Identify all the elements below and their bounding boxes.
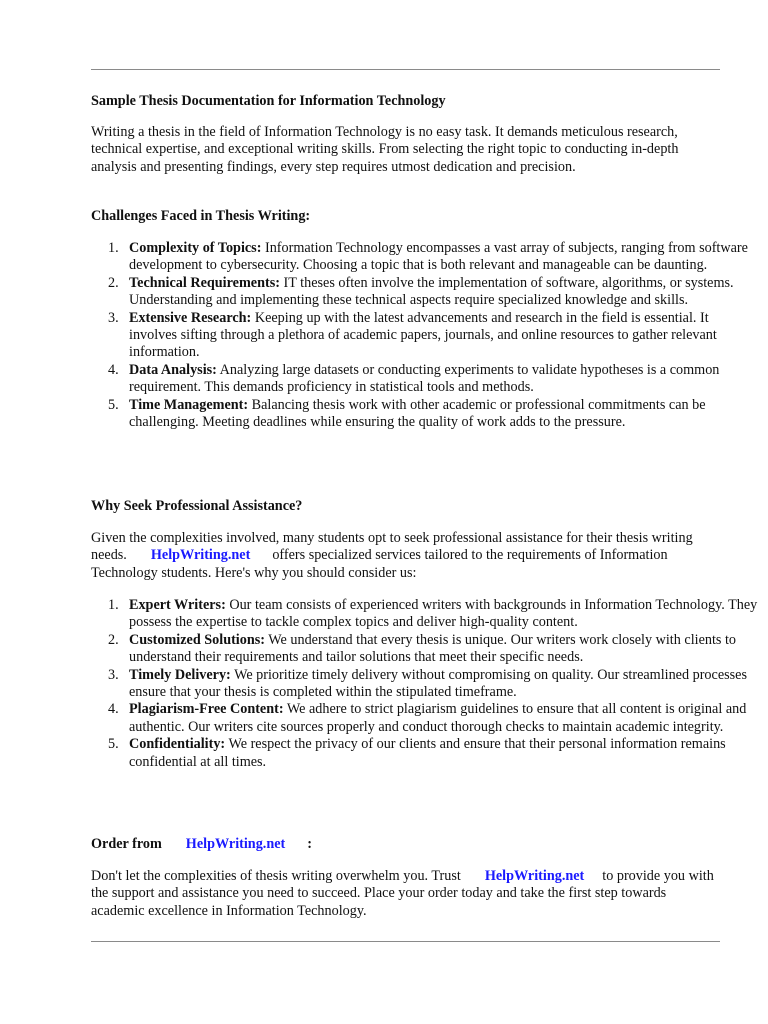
order-paragraph-link[interactable]: HelpWriting.net <box>484 868 585 884</box>
list-number: 3. <box>108 309 119 326</box>
list-item <box>108 396 759 432</box>
list-item-text: We adhere to strict plagiarism guidelines to ensure that all content is original and authentic. Our writers cite sources properly and conduct thorough checks to maintain academic integrity. <box>129 701 747 735</box>
list-item-text: We prioritize timely delivery without compromising on quality. Our streamlined processes ensure that your thesis is completed within the stipulated timeframe. <box>129 666 747 701</box>
order-heading-suffix: : <box>307 836 312 852</box>
list-item <box>108 361 759 397</box>
list-number: 5. <box>108 396 119 413</box>
order-heading <box>91 836 312 853</box>
list-item-label: Technical Requirements: <box>129 274 280 291</box>
list-number: 3. <box>108 666 119 683</box>
list-item-label: Plagiarism-Free Content: <box>129 701 284 718</box>
order-text-before: Don't let the complexities of thesis writing overwhelm you. Trust <box>91 868 461 884</box>
list-item-text: Our team consists of experienced writers with backgrounds in Information Technology. They possess the expertise to tackle complex topics and deliver high-quality content. <box>129 597 758 631</box>
list-item-text: Balancing thesis work with other academic or professional commitments can be challenging. Meeting deadlines while ensuring the quality of work adds to the pressure. <box>129 396 706 431</box>
list-number: 4. <box>108 361 119 378</box>
list-item <box>108 666 759 702</box>
list-item <box>108 701 759 736</box>
list-number: 5. <box>108 736 119 753</box>
order-heading-prefix: Order from <box>91 836 162 852</box>
list-number: 1. <box>108 240 119 256</box>
helpwriting-link[interactable]: HelpWriting.net <box>150 547 251 564</box>
list-item-label: Complexity of Topics: <box>129 240 262 256</box>
list-item-label: Confidentiality: <box>129 736 226 753</box>
intro-paragraph: Writing a thesis in the field of Information Technology is no easy task. It demands meticulous research, technical expertise, and exceptional writing skills. From selecting the right topic to conducting in-depth analysis and presenting findings, every step requires utmost dedication and precision. <box>91 124 679 175</box>
assistance-paragraph <box>91 530 721 582</box>
document-title: Sample Thesis Documentation for Information Technology <box>91 93 446 109</box>
list-item <box>108 309 759 362</box>
assistance-list <box>91 597 759 771</box>
assistance-text-before: Given the complexities involved, many students opt to seek professional assistance for their thesis writing needs. <box>91 530 693 564</box>
challenges-list <box>91 240 759 431</box>
list-item-text: Analyzing large datasets or conducting experiments to validate hypotheses is a common requirement. This demands proficiency in statistical tools and methods. <box>129 361 720 396</box>
list-item-text: We understand that every thesis is unique. Our writers work closely with clients to understand their requirements and tailor solutions that meet their specific needs. <box>129 631 737 666</box>
list-item <box>108 736 759 771</box>
list-item-text: Information Technology encompasses a vast array of subjects, ranging from software development to cybersecurity. Choosing a topic that is both relevant and manageable can be daunting. <box>129 240 748 274</box>
list-item-label: Customized Solutions: <box>129 631 265 648</box>
list-item-label: Time Management: <box>129 396 249 413</box>
order-helpwriting-link[interactable]: HelpWriting.net <box>185 836 286 852</box>
list-item-label: Expert Writers: <box>129 597 226 613</box>
list-number: 1. <box>108 597 119 613</box>
list-number: 4. <box>108 701 119 718</box>
list-item-label: Data Analysis: <box>129 361 217 378</box>
list-item <box>108 240 759 275</box>
top-divider <box>91 69 720 70</box>
list-number: 2. <box>108 631 119 648</box>
order-paragraph <box>91 868 721 920</box>
order-text-after: to provide you with the support and assistance you need to succeed. Place your order today and take the first step towards academic excellence in Information Technology. <box>91 868 714 919</box>
list-item <box>108 274 759 310</box>
list-item <box>108 597 759 632</box>
list-item <box>108 631 759 667</box>
list-item-text: IT theses often involve the implementation of software, algorithms, or systems. Understanding and implementing these technical aspects require specialized knowledge and skills. <box>129 274 734 309</box>
assistance-heading: Why Seek Professional Assistance? <box>91 498 303 514</box>
list-item-text: Keeping up with the latest advancements and research in the field is essential. It involves sifting through a plethora of academic papers, journals, and online resources to gather relevant information. <box>129 309 717 361</box>
list-item-text: We respect the privacy of our clients and ensure that their personal information remains confidential at all times. <box>129 736 726 770</box>
list-item-label: Timely Delivery: <box>129 666 231 683</box>
list-item-label: Extensive Research: <box>129 309 252 326</box>
bottom-divider <box>91 941 720 942</box>
list-number: 2. <box>108 274 119 291</box>
challenges-heading: Challenges Faced in Thesis Writing: <box>91 208 311 224</box>
assistance-text-after: offers specialized services tailored to the requirements of Information Technology students. Here's why you should consider us: <box>91 547 668 581</box>
